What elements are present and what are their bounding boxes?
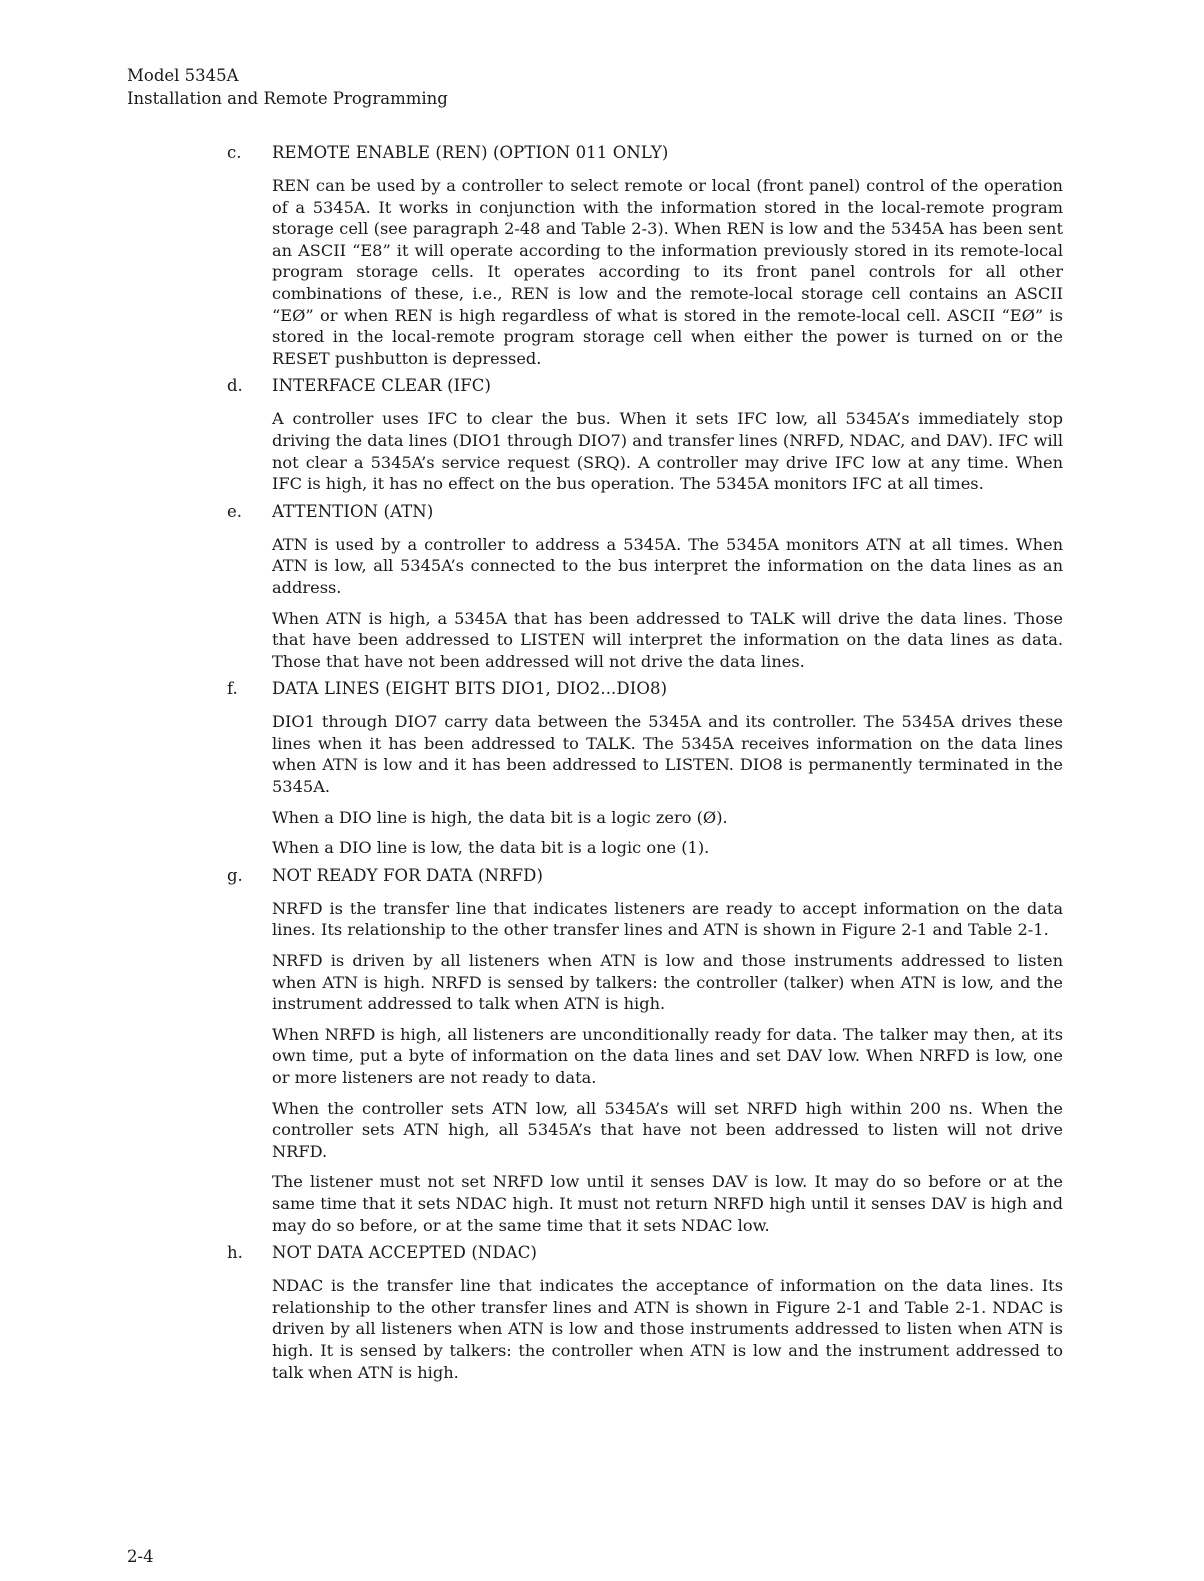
section-d (227, 375, 1063, 494)
page-header (127, 64, 448, 110)
document-body (227, 142, 1063, 1383)
section-letter: d. (227, 376, 243, 396)
section-h (227, 1242, 1063, 1383)
paragraph: When NRFD is high, all listeners are unconditionally ready for data. The talker may then, at its own time, put a byte of information on the data lines and set DAV low. When NRFD is low, one or more listeners are not ready to data. (272, 1024, 1063, 1087)
section-e (227, 501, 1063, 673)
section-heading: REMOTE ENABLE (REN) (OPTION 011 ONLY) (272, 143, 669, 162)
section-heading: DATA LINES (EIGHT BITS DIO1, DIO2...DIO8) (272, 679, 668, 699)
section-g (227, 865, 1063, 1236)
paragraph: The listener must not set NRFD low until it senses DAV is low. It may do so before or at the same time that it sets NDAC high. It must not return NRFD high until it senses DAV is high and may do so before, or at the same time that it sets NDAC low. (272, 1172, 1063, 1235)
model-title: Model 5345A (127, 66, 239, 85)
section-letter: f. (227, 679, 238, 699)
paragraph: NDAC is the transfer line that indicates the acceptance of information on the data lines. Its relationship to the other transfer lines and ATN is shown in Figure 2-1 and Table 2-1. NDAC is driven by all listeners when ATN is low and those instruments addressed to listen when ATN is high. It is sensed by talkers: the controller when ATN is low and the instrument addressed to talk when ATN is high. (272, 1276, 1063, 1382)
paragraph: When a DIO line is high, the data bit is a logic zero (Ø). (272, 807, 728, 827)
paragraph: ATN is used by a controller to address a 5345A. The 5345A monitors ATN at all times. When ATN is low, all 5345A’s connected to the bus interpret the information on the data lines as an address. (272, 534, 1063, 597)
paragraph: When a DIO line is low, the data bit is a logic one (1). (272, 838, 710, 858)
section-f (227, 678, 1063, 859)
paragraph: A controller uses IFC to clear the bus. When it sets IFC low, all 5345A’s immediately stop driving the data lines (DIO1 through DIO7) and transfer lines (NRFD, NDAC, and DAV). IFC will not clear a 5345A’s service request (SRQ). A controller may drive IFC low at any time. When IFC is high, it has no effect on the bus operation. The 5345A monitors IFC at all times. (272, 409, 1063, 494)
section-heading: INTERFACE CLEAR (IFC) (272, 376, 492, 396)
paragraph: When ATN is high, a 5345A that has been addressed to TALK will drive the data lines. Those that have been addressed to LISTEN will interpret the information on the data lines as data. Those that have not been addressed will not drive the data lines. (272, 608, 1063, 671)
paragraph: NRFD is driven by all listeners when ATN is low and those instruments addressed to listen when ATN is high. NRFD is sensed by talkers: the controller (talker) when ATN is low, and the instrument addressed to talk when ATN is high. (272, 951, 1063, 1014)
section-heading: ATTENTION (ATN) (272, 501, 434, 521)
paragraph: When the controller sets ATN low, all 5345A’s will set NRFD high within 200 ns. When the controller sets ATN high, all 5345A’s that have not been addressed to listen will not drive NRFD. (272, 1098, 1063, 1161)
section-heading: NOT DATA ACCEPTED (NDAC) (272, 1243, 538, 1263)
section-letter: e. (227, 501, 243, 521)
section-letter: h. (227, 1243, 243, 1263)
page-number: 2-4 (127, 1547, 154, 1566)
paragraph: REN can be used by a controller to select remote or local (front panel) control of the operation of a 5345A. It works in conjunction with the information stored in the local-remote program storage cell (see paragraph 2-48 and Table 2-3). When REN is low and the 5345A has been sent an ASCII “E8” it will operate according to the information previously stored in its remote-local program storage cells. It operates according to its front panel controls for all other combinations of these, i.e., REN is low and the remote-local storage cell contains an ASCII “EØ” or when REN is high regardless of what is stored in the remote-local cell. ASCII “EØ” is stored in the local-remote program storage cell when either the power is turned on or the RESET pushbutton is depressed. (272, 176, 1063, 368)
section-letter: g. (227, 865, 243, 885)
paragraph: NRFD is the transfer line that indicates listeners are ready to accept information on the data lines. Its relationship to the other transfer lines and ATN is shown in Figure 2-1 and Table 2-1. (272, 898, 1063, 940)
section-c (227, 142, 1063, 369)
section-heading: NOT READY FOR DATA (NRFD) (272, 865, 544, 885)
section-title: Installation and Remote Programming (127, 89, 448, 108)
section-letter: c. (227, 143, 242, 162)
paragraph: DIO1 through DIO7 carry data between the 5345A and its controller. The 5345A drives these lines when it has been addressed to TALK. The 5345A receives information on the data lines when ATN is low and it has been addressed to LISTEN. DIO8 is permanently terminated in the 5345A. (272, 712, 1063, 797)
